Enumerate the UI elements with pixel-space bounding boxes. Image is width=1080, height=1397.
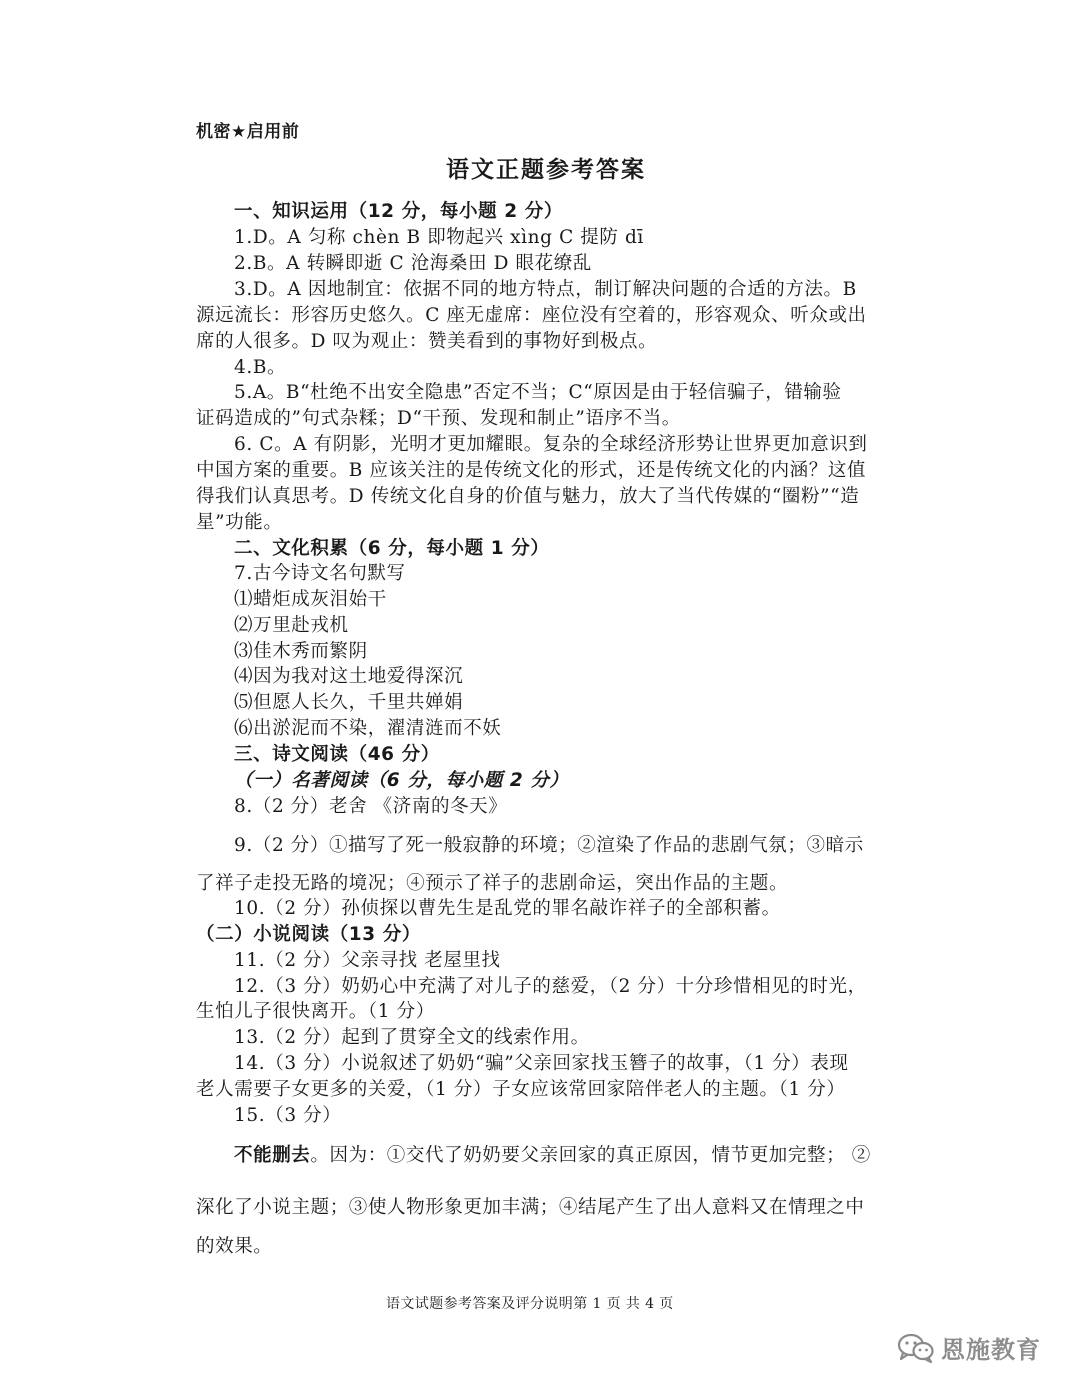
subsection-heading-novel: （二）小说阅读（13 分） (196, 924, 421, 945)
answer-line: 得我们认真思考。D 传统文化自身的价值与魅力，放大了当代传媒的“圈粉”“造 (196, 486, 860, 507)
subsection-heading-classics: （一）名著阅读（6 分，每小题 2 分） (234, 770, 569, 791)
answer-line: 深化了小说主题；③使人物形象更加丰满；④结尾产生了出人意料又在情理之中 (196, 1197, 865, 1218)
answer-line: 了祥子走投无路的境况；④预示了祥子的悲剧命运，突出作品的主题。 (196, 873, 789, 894)
answer-line: 5.A。B“杜绝不出安全隐患”否定不当；C“原因是由于轻信骗子，错输验 (234, 382, 842, 403)
answer-line: 3.D。A 因地制宜：依据不同的地方特点，制订解决问题的合适的方法。B (234, 279, 857, 300)
watermark-text: 恩施教育 (941, 1336, 1041, 1364)
answer-line: 中国方案的重要。B 应该关注的是传统文化的形式，还是传统文化的内涵？这值 (196, 460, 867, 481)
answer-line: 生怕儿子很快离开。（1 分） (196, 1001, 435, 1022)
answer-line: ⑹出淤泥而不染，濯清涟而不妖 (234, 718, 502, 739)
q15-verdict: 不能删去 (234, 1145, 311, 1166)
answer-line: ⑵万里赴戎机 (234, 615, 349, 636)
answer-line: 13.（2 分）起到了贯穿全文的线索作用。 (234, 1027, 590, 1048)
answer-line: 证码造成的”句式杂糅；D“干预、发现和制止”语序不当。 (196, 408, 681, 429)
answer-line: ⑶佳木秀而繁阴 (234, 641, 368, 662)
wechat-icon (897, 1332, 935, 1364)
answer-line: 老人需要子女更多的关爱，（1 分）子女应该常回家陪伴老人的主题。（1 分） (196, 1079, 846, 1100)
answer-line: 1.D。A 匀称 chèn B 即物起兴 xìng C 提防 dī (234, 227, 644, 248)
confidential-label: 机密★启用前 (196, 122, 300, 142)
answer-line: 15.（3 分） (234, 1105, 342, 1126)
answer-line: 10.（2 分）孙侦探以曹先生是乱党的罪名敲诈祥子的全部积蓄。 (234, 898, 781, 919)
page-footer: 语文试题参考答案及评分说明第 1 页 共 4 页 (386, 1296, 674, 1312)
answer-line: 2.B。A 转瞬即逝 C 沧海桑田 D 眼花缭乱 (234, 253, 592, 274)
q15-reason: 。因为：①交代了奶奶要父亲回家的真正原因，情节更加完整； ② (310, 1145, 871, 1166)
answer-line: 9.（2 分）①描写了死一般寂静的环境；②渲染了作品的悲剧气氛；③暗示 (234, 835, 864, 856)
answer-line: ⑸但愿人长久，千里共婵娟 (234, 692, 464, 713)
section-heading-reading: 三、诗文阅读（46 分） (234, 744, 440, 765)
answer-line: 的效果。 (196, 1236, 273, 1257)
page-title: 语文正题参考答案 (446, 157, 646, 183)
answer-line: 7.古今诗文名句默写 (234, 563, 406, 584)
answer-line: 6. C。A 有阴影，光明才更加耀眼。复杂的全球经济形势让世界更加意识到 (234, 434, 868, 455)
answer-line: 12.（3 分）奶奶心中充满了对儿子的慈爱，（2 分）十分珍惜相见的时光， (234, 976, 867, 997)
q15-answer-line (234, 1147, 871, 1166)
section-heading-culture: 二、文化积累（6 分，每小题 1 分） (234, 538, 550, 559)
answer-line: 4.B。 (234, 357, 287, 378)
section-heading-knowledge: 一、知识运用（12 分，每小题 2 分） (234, 201, 563, 222)
answer-line: 席的人很多。D 叹为观止：赞美看到的事物好到极点。 (196, 331, 658, 352)
answer-line: 星”功能。 (196, 512, 283, 533)
answer-line: 8.（2 分）老舍 《济南的冬天》 (234, 796, 508, 817)
watermark (897, 1330, 1041, 1365)
answer-line: ⑷因为我对这土地爱得深沉 (234, 666, 464, 687)
answer-line: 14.（3 分）小说叙述了奶奶“骗”父亲回家找玉簪子的故事，（1 分）表现 (234, 1053, 849, 1074)
answer-line: ⑴蜡炬成灰泪始干 (234, 589, 387, 610)
answer-line: 11.（2 分）父亲寻找 老屋里找 (234, 950, 501, 971)
answer-line: 源远流长：形容历史悠久。C 座无虚席：座位没有空着的，形容观众、听众或出 (196, 305, 867, 326)
